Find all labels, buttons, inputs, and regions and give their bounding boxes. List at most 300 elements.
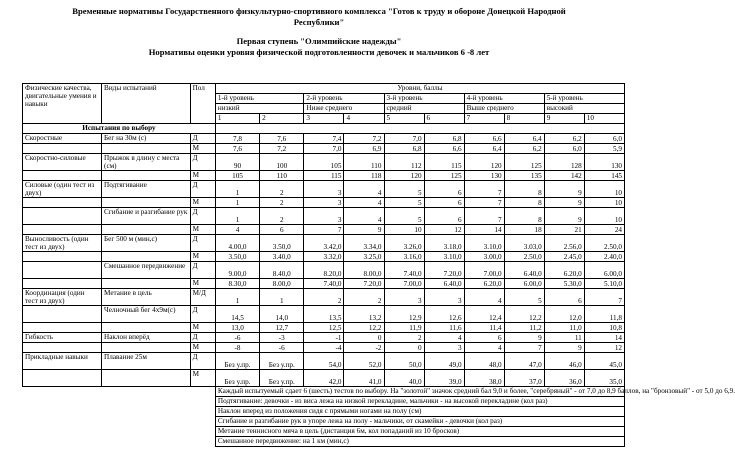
level-sub-4: Выше среднего	[464, 104, 544, 114]
col-header-tests: Виды испытаний	[102, 84, 191, 124]
table-row	[23, 198, 625, 208]
value-cell: 3.26,0	[384, 235, 424, 252]
value-cell: 52,0	[344, 353, 384, 370]
value-cell: Без у.пр.	[215, 370, 259, 387]
level-name-2: 2-й уровень	[304, 94, 384, 104]
value-cell: 2.56,0	[544, 235, 584, 252]
sex-cell: Д	[190, 134, 215, 144]
value-cell: 7	[304, 225, 344, 235]
level-name-1: 1-й уровень	[215, 94, 304, 104]
header-line-2: Республики"	[293, 17, 345, 27]
sex-cell: Д	[190, 353, 215, 370]
value-cell: -2	[344, 343, 384, 353]
value-cell: 6,8	[424, 134, 464, 144]
value-cell: 9	[544, 208, 584, 225]
value-cell: 5	[504, 289, 544, 306]
note-spacer	[23, 427, 216, 437]
quality-cell	[23, 323, 102, 333]
value-cell: 11,8	[584, 306, 624, 323]
value-cell: 6,8	[384, 144, 424, 154]
value-cell: 1	[215, 208, 259, 225]
level-name-4: 4-й уровень	[464, 94, 544, 104]
col-header-qualities: Физические качества, двигательные умения и навыки	[23, 84, 102, 124]
value-cell: 3.42,0	[304, 235, 344, 252]
value-cell: 11,9	[384, 323, 424, 333]
test-cell	[102, 198, 191, 208]
sex-cell: Д	[190, 181, 215, 198]
value-cell: 6,2	[504, 144, 544, 154]
test-cell: Сгибание и разгибание рук	[102, 208, 191, 225]
value-cell: 5.10,0	[584, 279, 624, 289]
test-cell: Челночный бег 4х9м(с)	[102, 306, 191, 323]
note-text: Наклон вперед из положения сидя с прямыми ногами на полу (см)	[215, 407, 624, 417]
value-cell: 3.50,0	[260, 235, 304, 252]
value-cell: 9	[344, 225, 384, 235]
value-cell: 7,2	[260, 144, 304, 154]
value-cell: 4.00,0	[215, 235, 259, 252]
value-cell: Без у.пр.	[260, 370, 304, 387]
value-cell: 3.10,0	[464, 235, 504, 252]
value-cell: 105	[215, 171, 259, 181]
value-cell: 0	[384, 343, 424, 353]
sex-cell: М	[190, 198, 215, 208]
level-name-5: 5-й уровень	[544, 94, 624, 104]
value-cell: 6,2	[544, 134, 584, 144]
value-cell: 5	[384, 198, 424, 208]
table-row	[23, 171, 625, 181]
table-row	[23, 144, 625, 154]
quality-cell	[23, 208, 102, 225]
value-cell: 6,6	[424, 144, 464, 154]
note-text: Метание теннисного мяча в цель (дистанция 6м, кол попаданий из 10 бросков)	[215, 427, 624, 437]
value-cell: 3.40,0	[260, 252, 304, 262]
quality-cell: Силовые (один тест из двух)	[23, 181, 102, 198]
value-cell: 6	[424, 181, 464, 198]
value-cell: 1	[215, 181, 259, 198]
value-cell: 40,0	[384, 370, 424, 387]
value-cell: 10	[384, 225, 424, 235]
sex-cell: Д	[190, 154, 215, 171]
test-cell	[102, 343, 191, 353]
value-cell: 7,6	[215, 144, 259, 154]
table-row	[23, 353, 625, 370]
note-spacer	[23, 437, 216, 447]
value-cell: 100	[260, 154, 304, 171]
value-cell: Без у.пр.	[260, 353, 304, 370]
value-cell: 8	[504, 181, 544, 198]
value-cell: 6.20,0	[464, 279, 504, 289]
level-name-3: 3-й уровень	[384, 94, 464, 104]
value-cell: 0	[344, 333, 384, 343]
sex-cell: М/Д	[190, 289, 215, 306]
value-cell: 3.18,0	[424, 235, 464, 252]
value-cell: 10	[584, 181, 624, 198]
value-cell: 12,2	[344, 323, 384, 333]
value-cell: 90	[215, 154, 259, 171]
col-header-levels: Уровни, баллы	[215, 84, 624, 94]
value-cell: 6,0	[544, 144, 584, 154]
value-cell: 14	[584, 333, 624, 343]
value-cell: 135	[504, 171, 544, 181]
value-cell: 7	[504, 343, 544, 353]
value-cell: 8.40,0	[260, 262, 304, 279]
value-cell: 120	[464, 154, 504, 171]
value-cell: 10	[584, 198, 624, 208]
test-cell	[102, 370, 191, 387]
value-cell: 37,0	[504, 370, 544, 387]
value-cell: 2.40,0	[584, 252, 624, 262]
test-cell	[102, 323, 191, 333]
level-sub-1: низкий	[215, 104, 304, 114]
test-cell: Метание в цель	[102, 289, 191, 306]
point-header: 2	[260, 114, 304, 124]
document-header	[20, 6, 618, 58]
test-cell: Бег на 30м (с)	[102, 134, 191, 144]
value-cell: 54,0	[304, 353, 344, 370]
point-header: 1	[215, 114, 259, 124]
value-cell: 14,5	[215, 306, 259, 323]
value-cell: -6	[215, 333, 259, 343]
value-cell: 11,2	[504, 323, 544, 333]
col-header-sex: Пол	[190, 84, 215, 124]
value-cell: 10	[584, 208, 624, 225]
section-spacer	[215, 124, 624, 134]
sex-cell: Д	[190, 235, 215, 252]
value-cell: 12,0	[544, 306, 584, 323]
value-cell: 6,4	[504, 134, 544, 144]
value-cell: 7.00,0	[464, 262, 504, 279]
point-header: 3	[304, 114, 344, 124]
test-cell: Бег 500 м (мин,с)	[102, 235, 191, 252]
value-cell: 110	[344, 154, 384, 171]
quality-cell: Гибкость	[23, 333, 102, 343]
note-text: Подтягивание: девочки - из виса лежа на низкой перекладине, мальчики - на высокой перекладине (кол раз)	[215, 397, 624, 407]
value-cell: 2	[260, 181, 304, 198]
sex-cell: М	[190, 323, 215, 333]
note-text: Каждый испытуемый сдает 6 (шесть) тестов по выбору. На "золотой" значок средний бал 9,0 и более, "серебряный" - от 7,0 до 8,9 баллов, на "бронзовый" - от 5,0 до 6,9.	[215, 387, 624, 397]
value-cell: 12,6	[424, 306, 464, 323]
test-cell: Прыжок в длину с места (см)	[102, 154, 191, 171]
value-cell: 35,0	[584, 370, 624, 387]
value-cell: 11,4	[464, 323, 504, 333]
point-header: 10	[584, 114, 624, 124]
value-cell: 48,0	[464, 353, 504, 370]
value-cell: 3	[304, 181, 344, 198]
value-cell: -3	[260, 333, 304, 343]
value-cell: 3.10,0	[424, 252, 464, 262]
quality-cell	[23, 279, 102, 289]
header-line-4: Нормативы оценки уровня физической подготовленности девочек и мальчиков 6 -8 лет	[148, 47, 490, 57]
value-cell: 3	[424, 289, 464, 306]
value-cell: 9	[544, 343, 584, 353]
value-cell: 18	[504, 225, 544, 235]
quality-cell	[23, 144, 102, 154]
table-row	[23, 225, 625, 235]
value-cell: 12,5	[304, 323, 344, 333]
value-cell: 3.32,0	[304, 252, 344, 262]
value-cell: 11,6	[424, 323, 464, 333]
table-row	[23, 134, 625, 144]
value-cell: 7,0	[384, 134, 424, 144]
value-cell: 3.34,0	[344, 235, 384, 252]
value-cell: 5,9	[584, 144, 624, 154]
value-cell: 3.00,0	[464, 252, 504, 262]
value-cell: 9	[544, 198, 584, 208]
value-cell: 7	[464, 198, 504, 208]
value-cell: 7	[584, 289, 624, 306]
value-cell: 2	[304, 289, 344, 306]
value-cell: -6	[260, 343, 304, 353]
point-header: 6	[424, 114, 464, 124]
value-cell: 2	[260, 198, 304, 208]
quality-cell	[23, 343, 102, 353]
value-cell: 6,9	[344, 144, 384, 154]
sex-cell: Д	[190, 306, 215, 323]
note-text: Смешанное передвижение: на 1 км (мин,с)	[215, 437, 624, 447]
value-cell: 50,0	[384, 353, 424, 370]
header-line-1: Временные нормативы Государственного физкультурно-спортивного комплекса "Готов к труду и обороне Донецкой Народной	[72, 6, 566, 16]
value-cell: 12,4	[464, 306, 504, 323]
value-cell: 7,2	[344, 134, 384, 144]
value-cell: 49,0	[424, 353, 464, 370]
value-cell: 3.03,0	[504, 235, 544, 252]
value-cell: 2.45,0	[544, 252, 584, 262]
value-cell: 42,0	[304, 370, 344, 387]
value-cell: 7.20,0	[344, 279, 384, 289]
value-cell: 6.00,0	[584, 262, 624, 279]
note-spacer	[23, 397, 216, 407]
value-cell: Без у.пр.	[215, 353, 259, 370]
value-cell: 130	[584, 154, 624, 171]
table-row	[23, 333, 625, 343]
level-sub-3: средний	[384, 104, 464, 114]
value-cell: 6.40,0	[504, 262, 544, 279]
value-cell: 4	[344, 181, 384, 198]
quality-cell	[23, 370, 102, 387]
value-cell: 5	[384, 208, 424, 225]
sex-cell: Д	[190, 262, 215, 279]
value-cell: 1	[215, 198, 259, 208]
value-cell: 2	[260, 208, 304, 225]
value-cell: 11,0	[544, 323, 584, 333]
sex-cell: М	[190, 171, 215, 181]
value-cell: 8.30,0	[215, 279, 259, 289]
value-cell: 24	[584, 225, 624, 235]
value-cell: 145	[584, 171, 624, 181]
table-row	[23, 306, 625, 323]
value-cell: 7.00,0	[384, 279, 424, 289]
quality-cell: Выносливость (один тест из двух)	[23, 235, 102, 252]
value-cell: 6,6	[464, 134, 504, 144]
value-cell: -1	[304, 333, 344, 343]
value-cell: 4	[424, 333, 464, 343]
value-cell: 3	[304, 198, 344, 208]
level-sub-2: Ниже среднего	[304, 104, 384, 114]
sex-cell: Д	[190, 333, 215, 343]
value-cell: -4	[304, 343, 344, 353]
value-cell: 14	[464, 225, 504, 235]
value-cell: 9.00,0	[215, 262, 259, 279]
quality-cell: Прикладные навыки	[23, 353, 102, 370]
value-cell: 142	[544, 171, 584, 181]
table-row	[23, 154, 625, 171]
value-cell: 47,0	[504, 353, 544, 370]
value-cell: 2.50,0	[584, 235, 624, 252]
note-text: Сгибание и разгибание рук в упоре лежа на полу - мальчики, от скамейки - девочки (кол раз)	[215, 417, 624, 427]
value-cell: 12,7	[260, 323, 304, 333]
value-cell: 12,2	[504, 306, 544, 323]
value-cell: 39,0	[424, 370, 464, 387]
value-cell: 5.30,0	[544, 279, 584, 289]
quality-cell	[23, 306, 102, 323]
test-cell	[102, 225, 191, 235]
value-cell: 4	[215, 225, 259, 235]
point-header: 4	[344, 114, 384, 124]
value-cell: 3.50,0	[215, 252, 259, 262]
point-header: 7	[464, 114, 504, 124]
table-row	[23, 235, 625, 252]
test-cell: Наклон вперёд	[102, 333, 191, 343]
value-cell: 2.50,0	[504, 252, 544, 262]
sex-cell: М	[190, 370, 215, 387]
value-cell: 10,8	[584, 323, 624, 333]
value-cell: 7.20,0	[424, 262, 464, 279]
value-cell: 120	[384, 171, 424, 181]
value-cell: 41,0	[344, 370, 384, 387]
value-cell: 38,0	[464, 370, 504, 387]
value-cell: 5	[384, 181, 424, 198]
table-row	[23, 279, 625, 289]
value-cell: 125	[504, 154, 544, 171]
section-title: Испытания по выбору	[23, 124, 216, 134]
value-cell: 45,0	[584, 353, 624, 370]
value-cell: 128	[544, 154, 584, 171]
value-cell: 6.20,0	[544, 262, 584, 279]
value-cell: 11	[544, 333, 584, 343]
table-row	[23, 370, 625, 387]
value-cell: 7	[464, 208, 504, 225]
value-cell: 13,2	[344, 306, 384, 323]
value-cell: 8	[504, 208, 544, 225]
norms-table	[22, 83, 735, 447]
header-line-3: Первая ступень "Олимпийские надежды"	[236, 36, 402, 46]
quality-cell	[23, 262, 102, 279]
value-cell: 12	[424, 225, 464, 235]
value-cell: 7,6	[260, 134, 304, 144]
value-cell: 2	[344, 289, 384, 306]
test-cell	[102, 279, 191, 289]
quality-cell: Скоростные	[23, 134, 102, 144]
value-cell: 13,0	[215, 323, 259, 333]
test-cell	[102, 171, 191, 181]
table-row	[23, 323, 625, 333]
value-cell: 8.00,0	[260, 279, 304, 289]
value-cell: 6	[424, 198, 464, 208]
value-cell: 3.16,0	[384, 252, 424, 262]
value-cell: -8	[215, 343, 259, 353]
test-cell: Плавание 25м	[102, 353, 191, 370]
value-cell: 6,0	[584, 134, 624, 144]
value-cell: 130	[464, 171, 504, 181]
table-row	[23, 343, 625, 353]
value-cell: 115	[304, 171, 344, 181]
value-cell: 7	[464, 181, 504, 198]
value-cell: 12,9	[384, 306, 424, 323]
quality-cell	[23, 198, 102, 208]
quality-cell	[23, 171, 102, 181]
value-cell: 3	[424, 343, 464, 353]
value-cell: 3.25,0	[344, 252, 384, 262]
value-cell: 7,4	[304, 134, 344, 144]
quality-cell: Скоростно-силовые	[23, 154, 102, 171]
table-row	[23, 289, 625, 306]
value-cell: 9	[544, 181, 584, 198]
value-cell: 4	[464, 289, 504, 306]
value-cell: 110	[260, 171, 304, 181]
note-spacer	[23, 387, 216, 397]
value-cell: 1	[215, 289, 259, 306]
table-row	[23, 181, 625, 198]
table-row	[23, 208, 625, 225]
quality-cell: Координация (один тест из двух)	[23, 289, 102, 306]
test-cell	[102, 144, 191, 154]
value-cell: 3	[304, 208, 344, 225]
value-cell: 7.40,0	[384, 262, 424, 279]
value-cell: 6	[260, 225, 304, 235]
value-cell: 9	[504, 333, 544, 343]
quality-cell	[23, 225, 102, 235]
value-cell: 1	[260, 289, 304, 306]
value-cell: 2	[384, 333, 424, 343]
table-row	[23, 262, 625, 279]
note-spacer	[23, 417, 216, 427]
value-cell: 7.40,0	[304, 279, 344, 289]
value-cell: 115	[424, 154, 464, 171]
value-cell: 6	[464, 333, 504, 343]
sex-cell: М	[190, 343, 215, 353]
value-cell: 6.40,0	[424, 279, 464, 289]
value-cell: 4	[344, 208, 384, 225]
value-cell: 6	[544, 289, 584, 306]
value-cell: 3	[384, 289, 424, 306]
value-cell: 8	[504, 198, 544, 208]
value-cell: 14,0	[260, 306, 304, 323]
test-cell: Подтягивание	[102, 181, 191, 198]
value-cell: 6,4	[464, 144, 504, 154]
value-cell: 13,5	[304, 306, 344, 323]
value-cell: 6.00,0	[504, 279, 544, 289]
value-cell: 21	[544, 225, 584, 235]
point-header: 5	[384, 114, 424, 124]
value-cell: 8.20,0	[304, 262, 344, 279]
sex-cell: Д	[190, 208, 215, 225]
value-cell: 4	[344, 198, 384, 208]
value-cell: 7,0	[304, 144, 344, 154]
table-row	[23, 252, 625, 262]
value-cell: 7,8	[215, 134, 259, 144]
value-cell: 6	[424, 208, 464, 225]
note-spacer	[23, 407, 216, 417]
point-header: 8	[504, 114, 544, 124]
value-cell: 125	[424, 171, 464, 181]
sex-cell: М	[190, 225, 215, 235]
test-cell	[102, 252, 191, 262]
quality-cell	[23, 252, 102, 262]
value-cell: 112	[384, 154, 424, 171]
value-cell: 36,0	[544, 370, 584, 387]
value-cell: 8.00,0	[344, 262, 384, 279]
point-header: 9	[544, 114, 584, 124]
